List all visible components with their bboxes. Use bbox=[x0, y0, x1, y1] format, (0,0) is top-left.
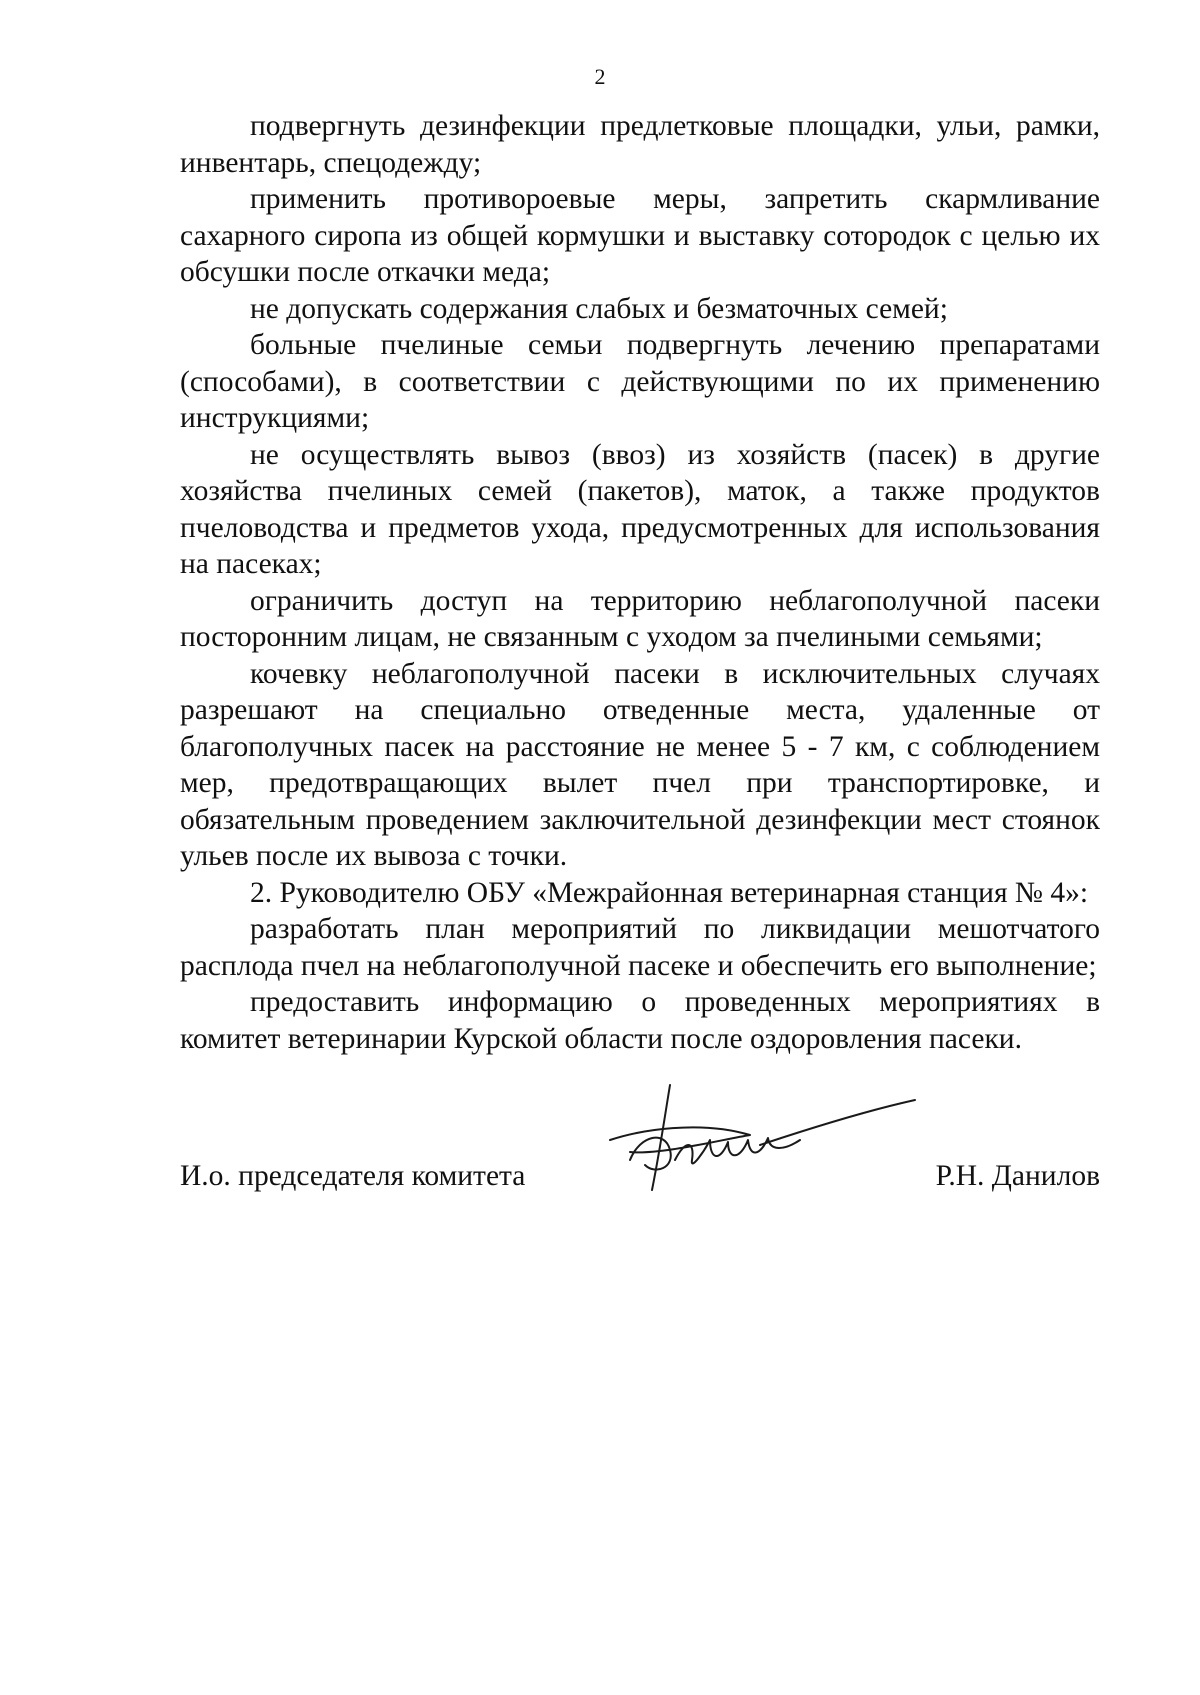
paragraph-6: ограничить доступ на территорию неблагополучной пасеки посторонним лицам, не связанным с уходом за пчелиными семьями; bbox=[180, 584, 1100, 653]
paragraph-1: подвергнуть дезинфекции предлетковые площадки, ульи, рамки, инвентарь, спецодежду; bbox=[180, 110, 1100, 179]
signatory-title: И.о. председателя комитета bbox=[180, 1160, 526, 1192]
document-body bbox=[180, 108, 1100, 1057]
paragraph-8: 2. Руководителю ОБУ «Межрайонная ветеринарная станция № 4»: bbox=[250, 876, 1089, 909]
paragraph-7: кочевку неблагополучной пасеки в исключительных случаях разрешают на специально отведенные места, удаленные от благополучных пасек на расстояние не менее 5 - 7 км, с соблюдением мер, предотвращающих вылет пчел при транспортировке, и обязательным проведением заключительной дезинфекции мест стоянок ульев после их вывоза с точки. bbox=[180, 657, 1100, 872]
paragraph-2: применить противороевые меры, запретить скармливание сахарного сиропа из общей кормушки и выставку сотородок с целью их обсушки после откачки меда; bbox=[180, 183, 1100, 288]
page-number: 2 bbox=[594, 64, 606, 89]
paragraph-3: не допускать содержания слабых и безматочных семей; bbox=[250, 292, 948, 325]
paragraph-10: предоставить информацию о проведенных мероприятиях в комитет ветеринарии Курской области после оздоровления пасеки. bbox=[180, 986, 1100, 1055]
paragraph-5: не осуществлять вывоз (ввоз) из хозяйств (пасек) в другие хозяйства пчелиных семей (пакетов), маток, а также продуктов пчеловодства и предметов ухода, предусмотренных для использования на пасеках; bbox=[180, 438, 1100, 580]
paragraph-9: разработать план мероприятий по ликвидации мешотчатого расплода пчел на неблагополучной пасеке и обеспечить его выполнение; bbox=[180, 913, 1100, 982]
signatory-name: Р.Н. Данилов bbox=[935, 1160, 1100, 1192]
paragraph-4: больные пчелиные семьи подвергнуть лечению препаратами (способами), в соответствии с действующими по их применению инструкциями; bbox=[180, 329, 1100, 434]
handwritten-signature bbox=[570, 1080, 920, 1200]
